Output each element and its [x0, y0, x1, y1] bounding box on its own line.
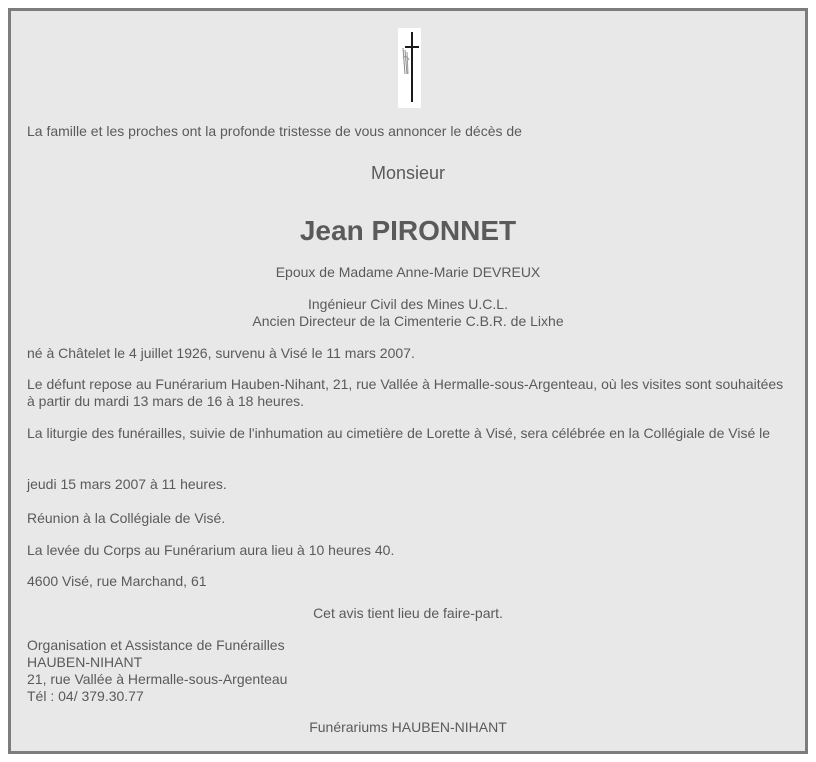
- organizer-line-2: HAUBEN-NIHANT: [27, 654, 143, 670]
- organizer-line-1: Organisation et Assistance de Funérailles: [27, 637, 285, 653]
- body-removal-text: La levée du Corps au Funérarium aura lieu à 10 heures 40.: [27, 542, 395, 558]
- footer-signature: Funérariums HAUBEN-NIHANT: [309, 719, 507, 735]
- birth-death-text: né à Châtelet le 4 juillet 1926, survenu à Visé le 11 mars 2007.: [27, 345, 415, 361]
- repose-text: Le défunt repose au Funérarium Hauben-Nihant, 21, rue Vallée à Hermalle-sous-Argenteau, où les visites sont souhaitées à partir du mardi 13 mars de 16 à 18 heures.: [27, 376, 784, 409]
- family-address: 4600 Visé, rue Marchand, 61: [27, 573, 207, 589]
- faire-part-notice: Cet avis tient lieu de faire-part.: [313, 605, 503, 621]
- title-monsieur: Monsieur: [370, 163, 446, 183]
- cross-icon: [398, 28, 421, 108]
- spouse-line: Epoux de Madame Anne-Marie DEVREUX: [275, 264, 541, 280]
- occupation-line-2: Ancien Directeur de la Cimenterie C.B.R. de Lixhe: [252, 313, 564, 329]
- organizer-line-3: 21, rue Vallée à Hermalle-sous-Argenteau: [27, 671, 288, 687]
- ceremony-date: jeudi 15 mars 2007 à 11 heures.: [27, 476, 227, 492]
- organizer-block: [27, 637, 287, 705]
- organizer-phone: Tél : 04/ 379.30.77: [27, 688, 144, 704]
- deceased-name: Jean PIRONNET: [299, 215, 517, 246]
- liturgy-text: La liturgie des funérailles, suivie de l'inhumation au cimetière de Lorette à Visé, sera célébrée en la Collégiale de Visé le: [27, 425, 771, 441]
- occupation-line-1: Ingénieur Civil des Mines U.C.L.: [308, 296, 508, 312]
- meeting-text: Réunion à la Collégiale de Visé.: [27, 510, 226, 526]
- obituary-card: [8, 8, 808, 754]
- intro-text: La famille et les proches ont la profonde tristesse de vous annoncer le décès de: [27, 123, 522, 139]
